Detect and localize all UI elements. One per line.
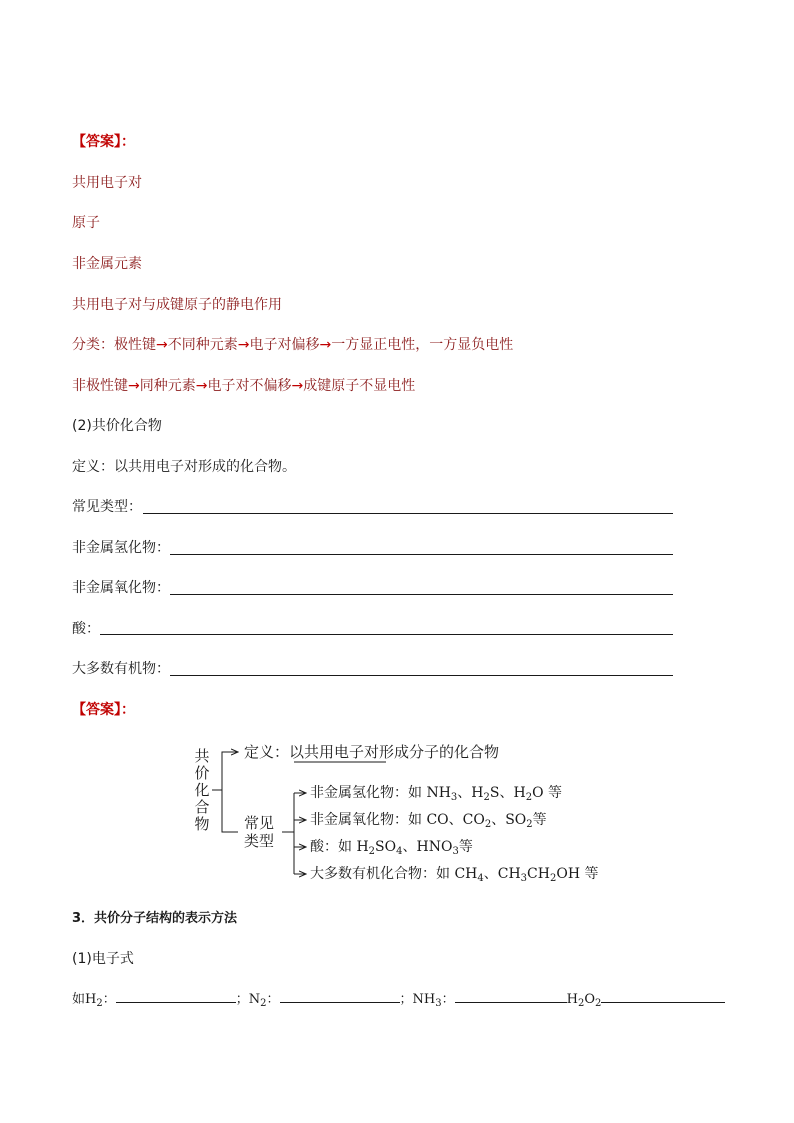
answer-label-1: 【答案】： (72, 134, 135, 150)
n2-blank[interactable] (280, 990, 400, 1003)
root-char: 物 (194, 815, 210, 833)
no-shift: 电子对不偏移 (207, 378, 292, 394)
answer-line-2: 原子 (72, 215, 100, 231)
item-acids-text: 酸：如 H (310, 839, 369, 855)
item-hydrides-text: 非金属氢化物：如 NH (310, 785, 451, 801)
blank-line[interactable] (100, 634, 673, 635)
blank-line[interactable] (170, 675, 673, 676)
h2o2-formula: H (566, 992, 578, 1007)
section-3-subtitle: (1)电子式 (72, 951, 134, 967)
root-char: 共 (194, 747, 210, 765)
blank-label-hydrides: 非金属氢化物： (72, 540, 170, 556)
nh3-formula: NH (412, 992, 436, 1007)
item-deng: 等 (532, 812, 547, 828)
blank-line[interactable] (170, 594, 673, 595)
no-charge: 成键原子不显电性 (303, 378, 416, 394)
item-oxides-text: 非金属氧化物：如 CO、CO (310, 812, 485, 828)
arrow-icon: → (156, 337, 168, 353)
separator: ； (235, 992, 249, 1007)
blank-label-oxides: 非金属氧化物： (72, 580, 170, 596)
blank-label-common-types: 常见类型： (72, 499, 142, 515)
root-char: 价 (194, 764, 210, 782)
ru-text: 如 (72, 992, 86, 1007)
classify-prefix: 分类： (72, 337, 114, 353)
arrow-icon: → (195, 378, 208, 394)
n2-formula: N (248, 992, 261, 1007)
item-hydrides: 非金属氢化物：如 $NH_3$、$H_2S$、$H_2O$ 等 (310, 785, 563, 803)
nonpolar-bond: 非极性键 (72, 378, 128, 394)
answer-line-3: 非金属元素 (72, 256, 142, 272)
item-organics-text: 大多数有机化合物：如 CH (310, 866, 478, 882)
root-label-covalent-compound (194, 748, 210, 833)
arrow-icon: → (319, 337, 332, 353)
item-deng: 等 (458, 839, 473, 855)
classify-polar-line (72, 336, 513, 354)
item-organics: 大多数有机化合物：如 $CH_4$、$CH_3CH_2OH$ 等 (310, 866, 599, 884)
section-2-title: (2)共价化合物 (72, 418, 162, 434)
pair-shift: 电子对偏移 (249, 337, 320, 353)
definition-text: 定义：以共用电子对形成的化合物。 (72, 459, 296, 475)
item-deng: 等 (548, 785, 563, 801)
root-char: 合 (194, 798, 210, 816)
polar-bond: 极性键 (114, 337, 156, 353)
blank-label-acids: 酸： (72, 621, 100, 637)
arrow-icon: → (128, 378, 140, 394)
classify-nonpolar-line (72, 377, 415, 395)
answer-line-4: 共用电子对与成键原子的静电作用 (72, 297, 282, 313)
types-label-line: 常见 (244, 814, 275, 832)
item-deng: 等 (584, 866, 599, 882)
different-elements: 不同种元素 (167, 337, 238, 353)
separator: ； (399, 992, 413, 1007)
types-label-line: 类型 (244, 832, 275, 850)
answer-line-1: 共用电子对 (72, 175, 142, 191)
answer-label-2: 【答案】： (72, 702, 135, 718)
arrow-icon: → (237, 337, 250, 353)
types-label (244, 814, 274, 850)
nh3-blank[interactable] (455, 990, 567, 1003)
h2-blank[interactable] (116, 990, 236, 1003)
root-char: 化 (194, 781, 210, 799)
arrow-icon: → (291, 378, 304, 394)
diagram-definition: 定义：以共用电子对形成分子的化合物 (244, 743, 500, 761)
item-acids: 酸：如 $H_2SO_4$、$HNO_3$等 (310, 839, 473, 857)
item-oxides: 非金属氧化物：如 CO、$CO_2$、$SO_2$等 (310, 812, 547, 830)
h2-formula: H (85, 992, 97, 1007)
formula-line: 如$H_2$： ；$N_2$： ；$NH_3$： $H_2O_2$ (72, 990, 725, 1009)
blank-label-organics: 大多数有机物： (72, 661, 170, 677)
h2o2-blank[interactable] (601, 990, 725, 1003)
same-elements: 同种元素 (139, 378, 196, 394)
blank-line[interactable] (170, 554, 673, 555)
section-3-title: 3．共价分子结构的表示方法 (72, 911, 238, 926)
covalent-compound-diagram (190, 738, 630, 888)
charge-result: 一方显正电性，一方显负电性 (331, 337, 514, 353)
blank-line[interactable] (143, 513, 673, 514)
